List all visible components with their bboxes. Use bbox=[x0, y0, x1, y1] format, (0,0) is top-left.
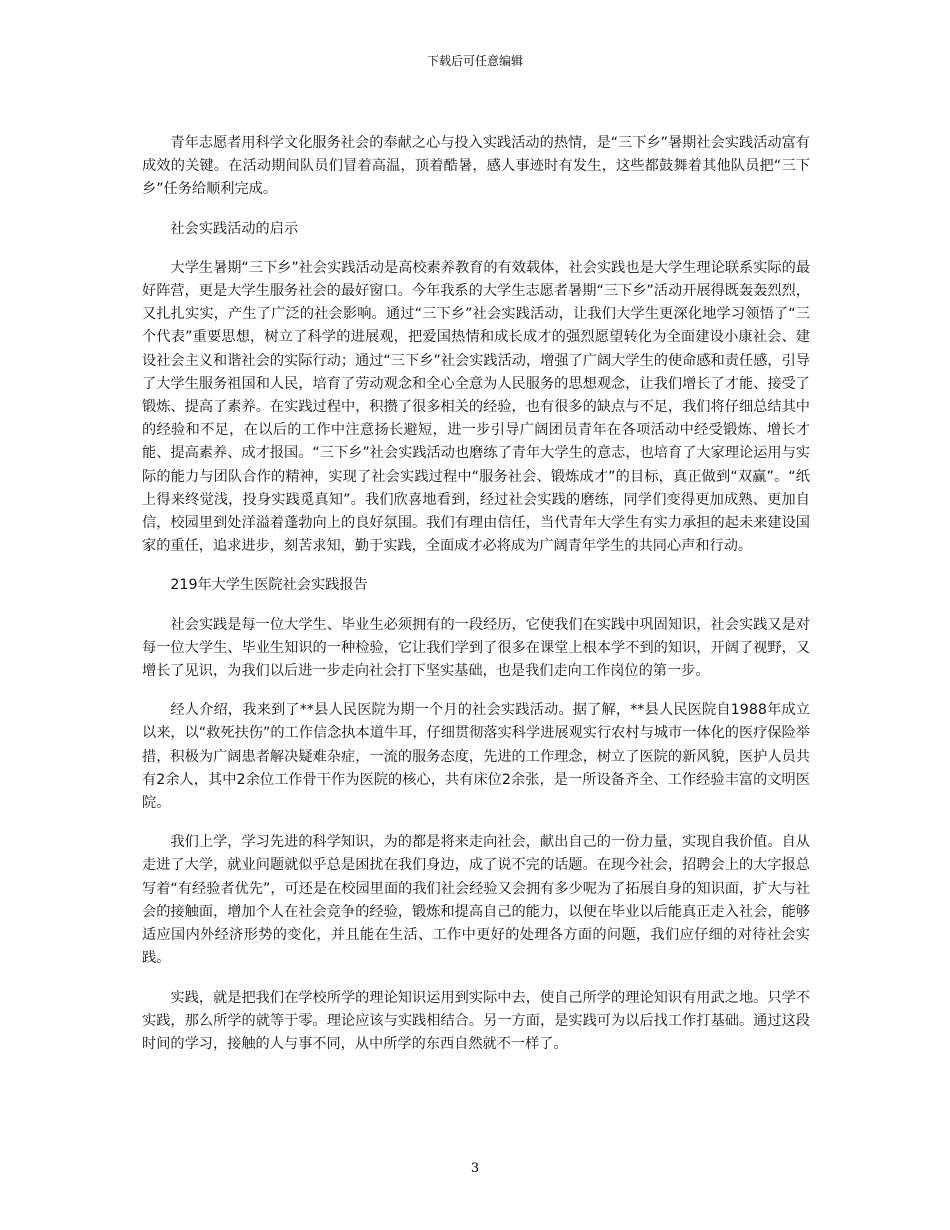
document-body bbox=[142, 132, 810, 1072]
paragraph: 我们上学，学习先进的科学知识，为的都是将来走向社会，献出自己的一份力量，实现自我价值。自从走进了大学，就业问题就似乎总是困扰在我们身边，成了说不完的话题。在现今社会，招聘会上的大字报总写着“有经验者优先”，可还是在校园里面的我们社会经验又会拥有多少呢为了拓展自身的知识面，扩大与社会的接触面，增加个人在社会竞争的经验，锻炼和提高自己的能力，以便在毕业以后能真正走入社会，能够适应国内外经济形势的变化，并且能在生活、工作中更好的处理各方面的问题，我们应仔细的对待社会实践。 bbox=[142, 834, 810, 967]
page-number: 3 bbox=[470, 1161, 480, 1176]
paragraph: 社会实践是每一位大学生、毕业生必须拥有的一段经历，它使我们在实践中巩固知识，社会实践又是对每一位大学生、毕业生知识的一种检验，它让我们学到了很多在课堂上根本学不到的知识，开阔了视野，又增长了见识，为我们以后进一步走向社会打下坚实基础，也是我们走向工作岗位的第一步。 bbox=[142, 616, 810, 680]
section-heading: 社会实践活动的启示 bbox=[170, 220, 299, 237]
paragraph: 青年志愿者用科学文化服务社会的奉献之心与投入实践活动的热情，是“三下乡”暑期社会实践活动富有成效的关键。在活动期间队员们冒着高温，顶着酷暑，感人事迹时有发生，这些都鼓舞着其他队员把“三下乡”任务给顺利完成。 bbox=[142, 135, 810, 198]
paragraph: 实践，就是把我们在学校所学的理论知识运用到实际中去，使自己所学的理论知识有用武之地。只学不实践，那么所学的就等于零。理论应该与实践相结合。另一方面，是实践可为以后找工作打基础。通过这段时间的学习，接触的人与事不同，从中所学的东西自然就不一样了。 bbox=[142, 989, 810, 1052]
paragraph: 大学生暑期“三下乡”社会实践活动是高校素养教育的有效载体，社会实践也是大学生理论联系实际的最好阵营，更是大学生服务社会的最好窗口。今年我系的大学生志愿者暑期“三下乡”活动开展得既轰轰烈烈，又扎扎实实，产生了广泛的社会影响。通过“三下乡”社会实践活动，让我们大学生更深化地学习领悟了“三个代表”重要思想，树立了科学的进展观，把爱国热情和成长成才的强烈愿望转化为全面建设小康社会、建设社会主义和谐社会的实际行动；通过“三下乡”社会实践活动，增强了广阔大学生的使命感和责任感，引导了大学生服务祖国和人民，培育了劳动观念和全心全意为人民服务的思想观念，让我们增长了才能、接受了锻炼、提高了素养。在实践过程中，积攒了很多相关的经验，也有很多的缺点与不足，我们将仔细总结其中的经验和不足，在以后的工作中注意扬长避短，进一步引导广阔团员青年在各项活动中经受锻炼、增长才能、提高素养、成才报国。“三下乡”社会实践活动也磨练了青年大学生的意志，也培育了大家理论运用与实际的能力与团队合作的精神，实现了社会实践过程中“服务社会、锻炼成才”的目标，真正做到“双赢”。“纸上得来终觉浅，投身实践觅真知”。我们欣喜地看到，经过社会实践的磨练，同学们变得更加成熟、更加自信，校园里到处洋溢着蓬勃向上的良好氛围。我们有理由信任，当代青年大学生有实力承担的起未来建设国家的重任，追求进步，刻苦求知，勤于实践，全面成才必将成为广阔青年学生的共同心声和行动。 bbox=[142, 259, 810, 555]
paragraph: 经人介绍，我来到了**县人民医院为期一个月的社会实践活动。据了解，**县人民医院自1988年成立以来，以“救死扶伤”的工作信念执本道牛耳，仔细贯彻落实科学进展观实行农村与城市一体化的医疗保险举措，积极为广阔患者解决疑难杂症，一流的服务态度，先进的工作理念，树立了医院的新风貌，医护人员共有2余人，其中2余位工作骨干作为医院的核心，共有床位2余张，是一所设备齐全、工作经验丰富的文明医院。 bbox=[142, 702, 810, 812]
page-header: 下载后可任意编辑 bbox=[426, 54, 523, 68]
section-heading: 219年大学生医院社会实践报告 bbox=[170, 577, 368, 594]
